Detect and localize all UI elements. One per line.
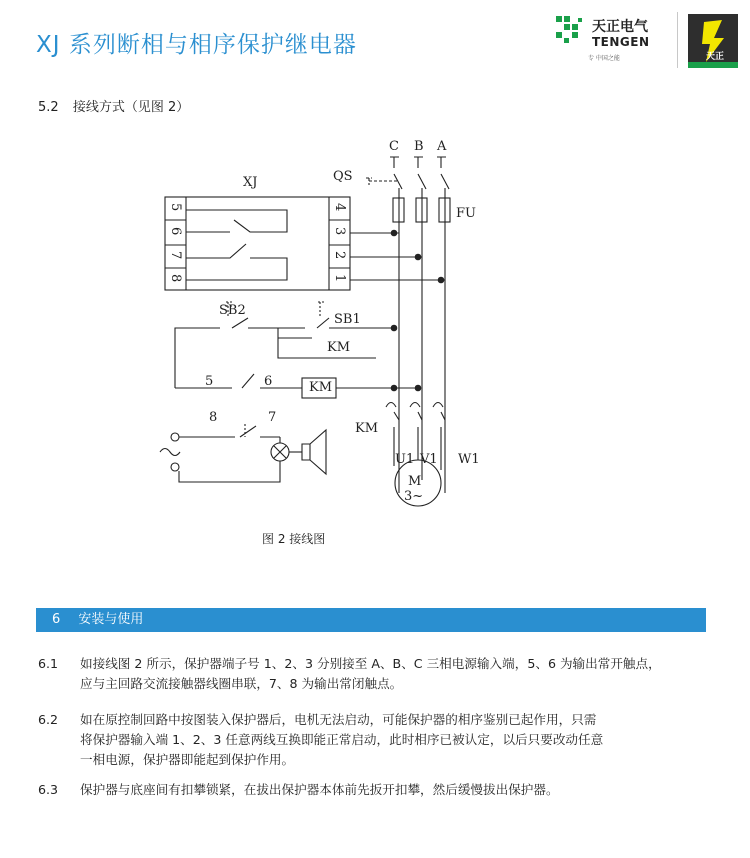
- terminal-3: 3: [332, 227, 347, 236]
- brand-slogan: 专 中国之能: [588, 55, 620, 62]
- fu-label: FU: [456, 206, 476, 221]
- km-hold-label: KM: [327, 340, 351, 355]
- item-number: 6.1: [38, 656, 59, 671]
- figure-caption: 图 2 接线图: [262, 532, 326, 546]
- terminal-7: 7: [168, 251, 183, 260]
- motor-3ph-label: 3~: [404, 489, 424, 504]
- terminal-5: 5: [168, 203, 183, 212]
- km-main-contacts: [386, 403, 445, 421]
- buzzer-icon: [302, 430, 326, 474]
- wire-7-label: 7: [268, 410, 277, 425]
- wire-6-label: 6: [264, 374, 273, 389]
- three-phase-lines: [366, 157, 449, 493]
- motor-m-label: M: [408, 474, 422, 489]
- item-number: 6.3: [38, 782, 59, 797]
- logo-divider: [677, 12, 678, 68]
- terminal-6: 6: [168, 227, 183, 236]
- phase-a-label: A: [437, 139, 447, 154]
- km-main-label: KM: [355, 421, 379, 436]
- section-number: 5.2: [38, 100, 59, 115]
- phase-b-label: B: [414, 139, 424, 154]
- item-text: 保护器与底座间有扣攀锁紧，在拔出保护器本体前先扳开扣攀，然后缓慢拔出保护器。: [80, 782, 559, 797]
- terminal-wiring: [350, 233, 445, 280]
- u1-label: U1: [395, 452, 415, 467]
- section-5-2-heading: [38, 96, 189, 115]
- section-number: 6: [52, 612, 61, 627]
- xj-label: XJ: [243, 175, 258, 190]
- terminal-4: 4: [332, 203, 347, 212]
- page-title: XJ 系列断相与相序保护继电器: [36, 32, 357, 58]
- qs-label: QS: [333, 169, 353, 184]
- brand-name-cn: 天正电气: [592, 19, 648, 35]
- section-6-header: [36, 608, 706, 632]
- w1-label: W1: [458, 452, 480, 467]
- wiring-diagram: [0, 120, 750, 520]
- brand-name-en: TENGEN: [592, 35, 650, 49]
- terminal-2: 2: [332, 251, 347, 260]
- section-title: 接线方式（见图 2）: [72, 100, 190, 115]
- item-text: 如在原控制回路中按图装入保护器后，电机无法启动，可能保护器的相序鉴别已起作用，只需 将保护器输入端 1、2、3 任意两线互换即能正常启动，此时相序已被认定，以后只要改动任意 一相电源，保护器即能起到保护作用。: [80, 712, 604, 767]
- km-coil-label: KM: [309, 380, 333, 395]
- alarm-circuit: [160, 424, 326, 482]
- v1-label: V1: [420, 452, 438, 467]
- terminal-1: 1: [332, 274, 347, 283]
- wire-5-label: 5: [205, 374, 214, 389]
- phase-c-label: C: [389, 139, 399, 154]
- sb1-label: SB1: [334, 312, 361, 327]
- xj-relay-body: [165, 197, 350, 290]
- sb2-label: SB2: [219, 303, 246, 318]
- section-title: 安装与使用: [78, 612, 144, 627]
- wire-8-label: 8: [209, 410, 218, 425]
- xj-contact-no: [186, 210, 287, 232]
- terminal-8: 8: [168, 274, 183, 283]
- item-number: 6.2: [38, 712, 59, 727]
- tengen-logo-icon: [556, 14, 586, 44]
- item-text: 如接线图 2 所示，保护器端子号 1、2、3 分别接至 A、B、C 三相电源输入端，5、6 为输出常开触点， 应与主回路交流接触器线圈串联，7、8 为输出常闭触点。: [80, 656, 661, 691]
- badge-text: 天正: [706, 52, 725, 62]
- xj-contact-nc: [186, 244, 287, 280]
- brand-logo: [556, 8, 746, 72]
